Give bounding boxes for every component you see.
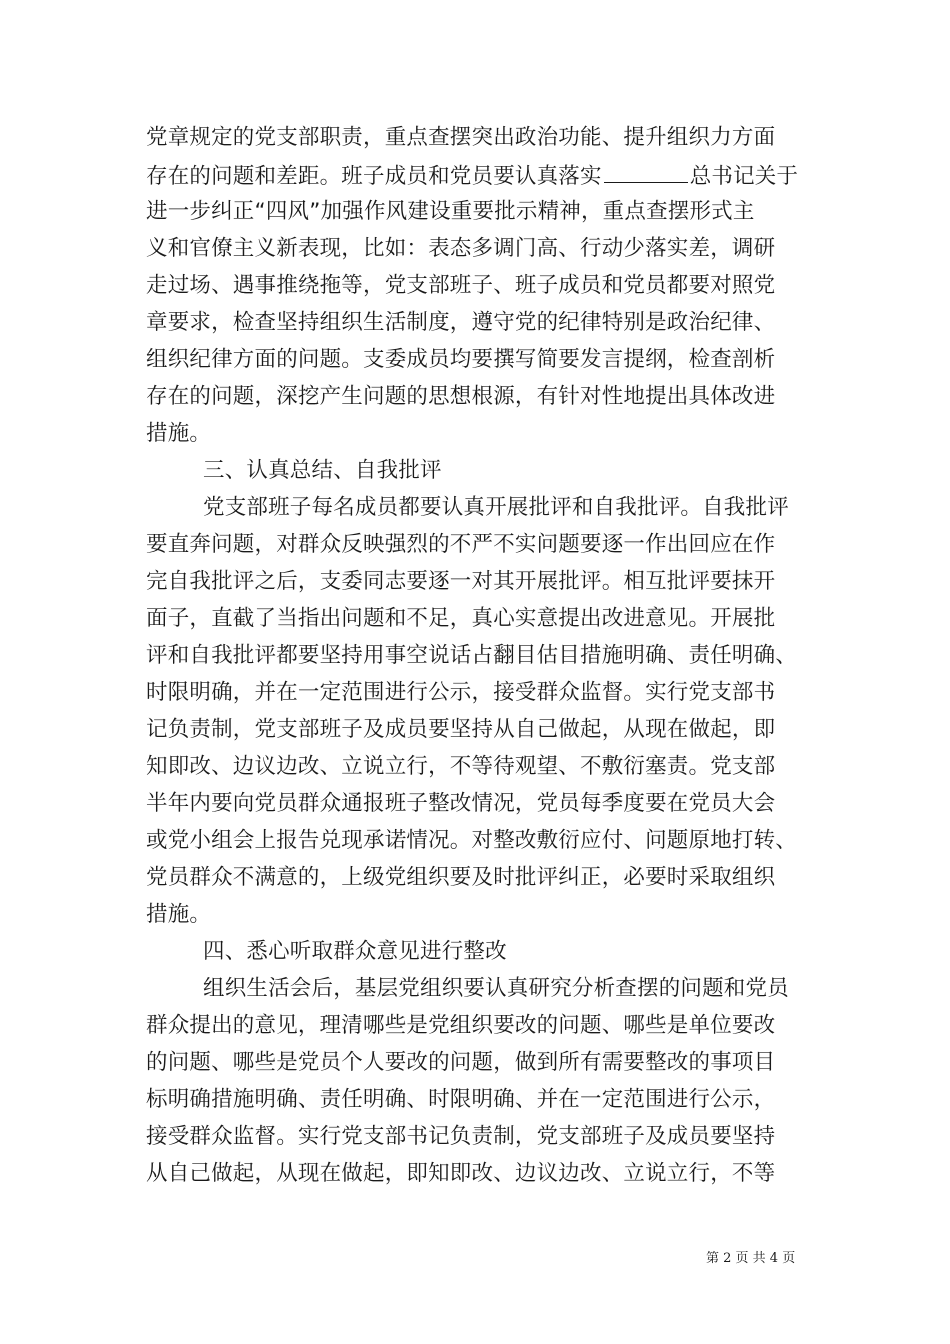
section-heading: 三、认真总结、自我批评 bbox=[203, 458, 442, 483]
text-line: 记负责制，党支部班子及成员要坚持从自己做起，从现在做起，即 bbox=[146, 717, 776, 742]
text-fragment: 存在的问题和差距。班子成员和党员要认真落实 bbox=[146, 164, 602, 189]
text-line: 组织纪律方面的问题。支委成员均要撰写简要发言提纲，检查剖析 bbox=[146, 347, 776, 372]
text-line: 完自我批评之后，支委同志要逐一对其开展批评。相互批评要抹开 bbox=[146, 569, 776, 594]
text-line: 党员群众不满意的，上级党组织要及时批评纠正，必要时采取组织 bbox=[146, 865, 776, 890]
text-line: 面子，直截了当指出问题和不足，真心实意提出改进意见。开展批 bbox=[146, 606, 776, 631]
page-number-footer: 第 2 页 共 4 页 bbox=[706, 1251, 796, 1266]
text-line: 党支部班子每名成员都要认真开展批评和自我批评。自我批评 bbox=[203, 495, 789, 520]
text-line: 的问题、哪些是党员个人要改的问题，做到所有需要整改的事项目 bbox=[146, 1050, 776, 1075]
text-line: 要直奔问题，对群众反映强烈的不严不实问题要逐一作出回应在作 bbox=[146, 532, 776, 557]
text-line: 措施。 bbox=[146, 902, 212, 927]
text-line: 组织生活会后，基层党组织要认真研究分析查摆的问题和党员 bbox=[203, 976, 789, 1001]
text-line: 进一步纠正“四风”加强作风建设重要批示精神，重点查摆形式主 bbox=[146, 199, 755, 224]
text-line: 或党小组会上报告兑现承诺情况。对整改敷衍应付、问题原地打转、 bbox=[146, 828, 798, 853]
text-line: 章要求，检查坚持组织生活制度，遵守党的纪律特别是政治纪律、 bbox=[146, 310, 776, 335]
text-line: 接受群众监督。实行党支部书记负责制，党支部班子及成员要坚持 bbox=[146, 1124, 776, 1149]
section-heading: 四、悉心听取群众意见进行整改 bbox=[203, 939, 507, 964]
text-line: 党章规定的党支部职责，重点查摆突出政治功能、提升组织力方面 bbox=[146, 125, 776, 150]
text-line: 知即改、边议边改、立说立行，不等待观望、不敷衍塞责。党支部 bbox=[146, 754, 776, 779]
text-fragment: 总书记关于 bbox=[689, 164, 799, 189]
text-line: 存在的问题，深挖产生问题的思想根源，有针对性地提出具体改进 bbox=[146, 384, 776, 409]
text-line: 评和自我批评都要坚持用事空说话占翻目估目措施明确、责任明确、 bbox=[146, 643, 798, 668]
text-line: 群众提出的意见，理清哪些是党组织要改的问题、哪些是单位要改 bbox=[146, 1013, 776, 1038]
text-line: 义和官僚主义新表现，比如：表态多调门高、行动少落实差，调研 bbox=[146, 236, 776, 261]
fill-in-blank bbox=[604, 162, 688, 183]
text-line: 措施。 bbox=[146, 421, 212, 446]
text-line bbox=[146, 162, 816, 190]
text-line: 时限明确，并在一定范围进行公示，接受群众监督。实行党支部书 bbox=[146, 680, 776, 705]
text-line: 半年内要向党员群众通报班子整改情况，党员每季度要在党员大会 bbox=[146, 791, 776, 816]
text-line: 从自己做起，从现在做起，即知即改、边议边改、立说立行，不等 bbox=[146, 1161, 776, 1186]
text-line: 走过场、遇事推绕拖等，党支部班子、班子成员和党员都要对照党 bbox=[146, 273, 776, 298]
text-line: 标明确措施明确、责任明确、时限明确、并在一定范围进行公示， bbox=[146, 1087, 776, 1112]
